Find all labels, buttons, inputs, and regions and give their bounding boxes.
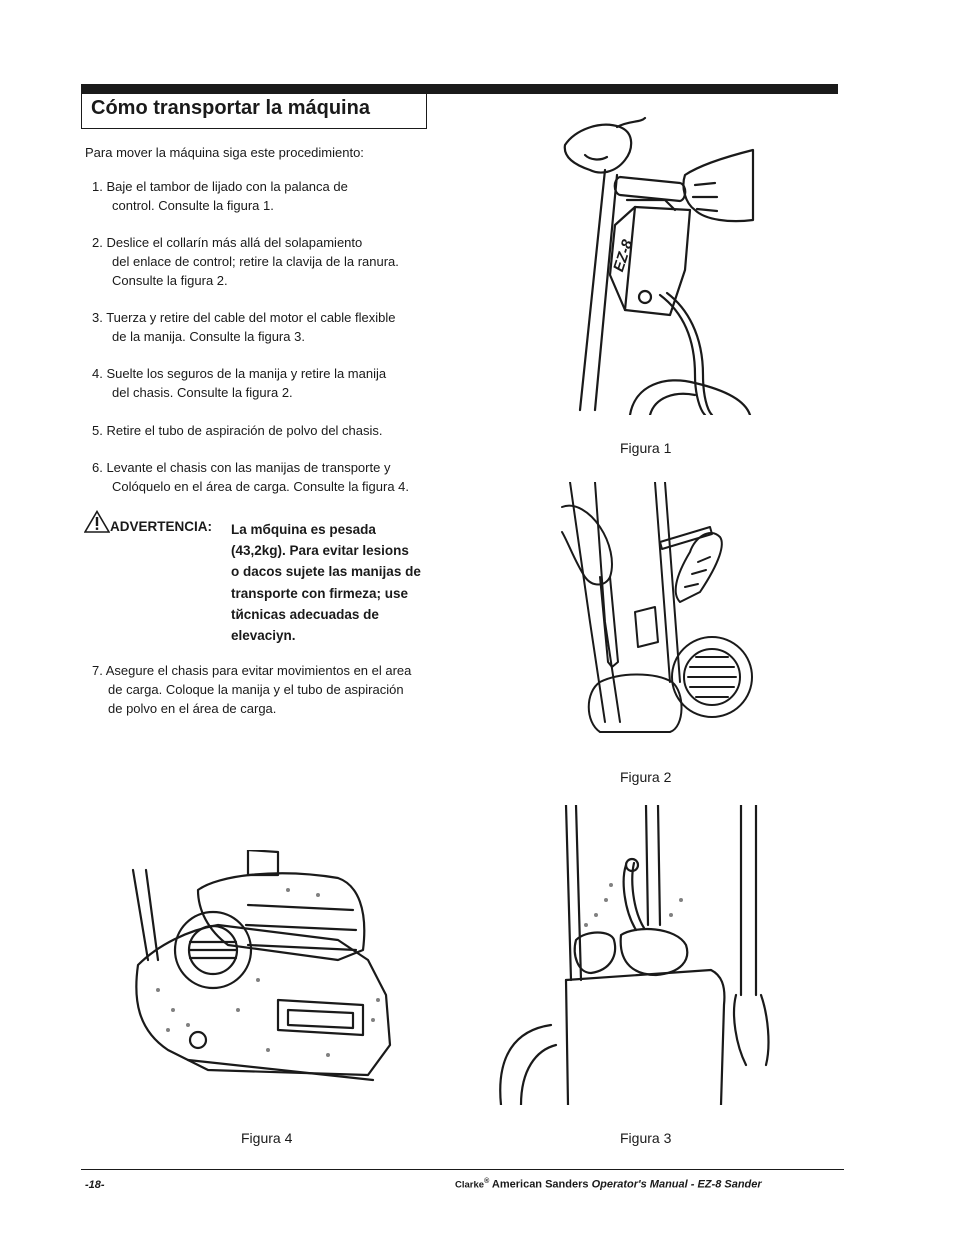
step-7-line-3: de polvo en el área de carga. [108,701,277,716]
footer-registered-mark: ® [484,1178,490,1185]
footer-manual-title: Operator's Manual - EZ-8 Sander [591,1178,762,1191]
section-title-box [81,94,427,129]
step-1-line-1: 1. Baje el tambor de lijado con la palanca de [92,179,348,194]
step-6 [92,458,409,496]
footer-brand: Clarke [455,1179,485,1191]
figure-4-caption: Figura 4 [241,1130,293,1146]
figure-4-illustration [128,850,398,1095]
warning-line: La mбquina es pesada [231,522,376,537]
step-3-line-1: 3. Tuerza y retire del cable del motor el cable flexible [92,310,396,325]
step-4-line-1: 4. Suelte los seguros de la manija y retire la manija [92,366,387,381]
step-5-line-1: 5. Retire el tubo de aspiración de polvo del chasis. [92,423,383,438]
figure-1-illustration [555,115,755,415]
warning-icon [84,510,110,533]
step-4 [92,364,386,402]
intro-text: Para mover la máquina siga este procedimiento: [85,145,364,160]
step-5 [92,421,383,440]
step-4-line-2: del chasis. Consulte la figura 2. [112,385,293,400]
warning-line: (43,2kg). Para evitar lesions [231,543,409,559]
footer-manual-info [455,1178,762,1191]
step-3 [92,308,396,346]
step-1-line-2: control. Consulte la figura 1. [112,198,274,213]
step-1 [92,177,348,215]
warning-label: ADVERTENCIA: [110,519,213,534]
step-2-line-1: 2. Deslice el collarín más allá del solapamiento [92,235,363,250]
header-rule [81,84,838,94]
step-6-line-1: 6. Levante el chasis con las manijas de transporte y [92,460,391,475]
warning-line: transporte con firmeza; use [231,585,409,601]
figure-3-illustration [496,805,786,1105]
figure-3-caption: Figura 3 [620,1130,672,1146]
figure-1-model-label: EZ-8 [610,237,637,274]
figure-2-caption: Figura 2 [620,769,672,785]
warning-line: o dacos sujete las manijas de [231,564,421,580]
step-7-line-1: 7. Asegure el chasis para evitar movimientos en el area [92,663,412,678]
step-7 [92,661,411,718]
step-2 [92,233,399,290]
page-number: -18- [85,1179,105,1191]
warning-line: elevaciуn. [231,628,296,644]
step-3-line-2: de la manija. Consulte la figura 3. [112,329,305,344]
warning-line: tйcnicas adecuadas de [231,606,379,622]
footer-company: American Sanders [491,1178,589,1191]
figure-1-caption: Figura 1 [620,440,672,456]
warning-body [231,519,421,646]
figure-2-illustration [560,482,760,737]
step-2-line-2: del enlace de control; retire la clavija de la ranura. [112,254,399,269]
footer-rule [81,1169,844,1170]
section-title: Cómo transportar la máquina [91,97,370,119]
step-2-line-3: Consulte la figura 2. [112,273,228,288]
step-6-line-2: Colóquelo en el área de carga. Consulte la figura 4. [112,479,410,494]
step-7-line-2: de carga. Coloque la manija y el tubo de aspiración [108,682,404,697]
